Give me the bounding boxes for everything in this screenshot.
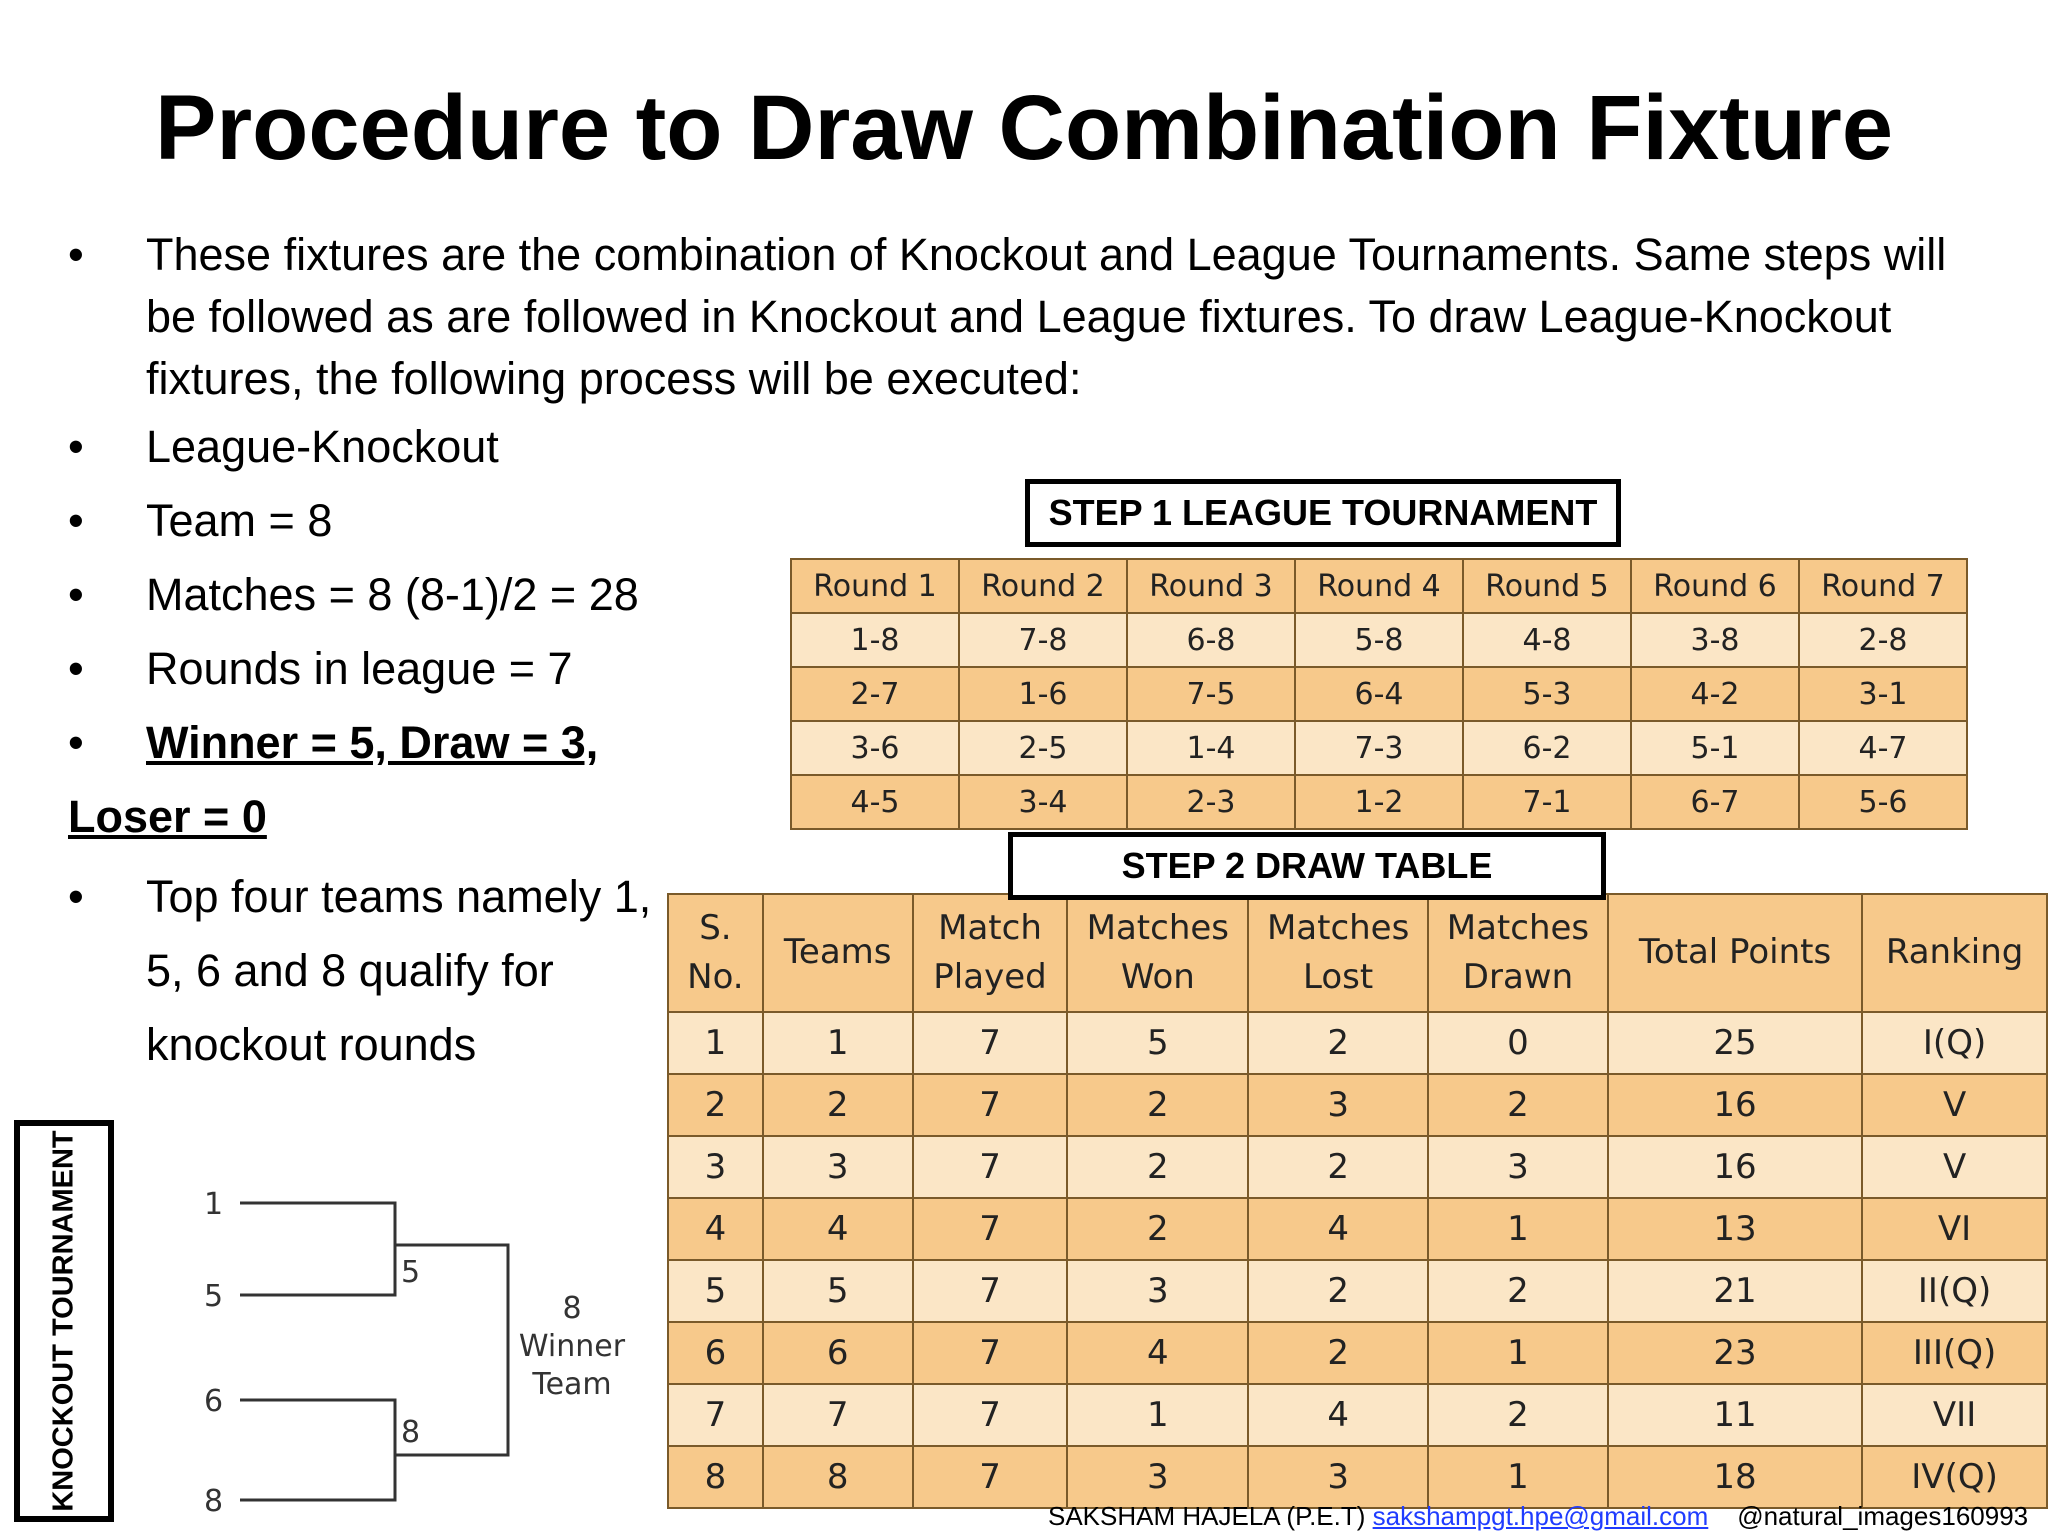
table-cell: 6-7 bbox=[1631, 775, 1799, 829]
draw-header: Matches Drawn bbox=[1428, 894, 1608, 1012]
draw-header: Matches Won bbox=[1067, 894, 1248, 1012]
table-cell: 4-7 bbox=[1799, 721, 1967, 775]
table-row bbox=[791, 613, 1967, 667]
table-cell: 3 bbox=[1248, 1074, 1428, 1136]
draw-header-row bbox=[668, 894, 2047, 1012]
table-cell: 2 bbox=[1067, 1198, 1248, 1260]
table-cell: 8 bbox=[668, 1446, 763, 1508]
table-cell: 16 bbox=[1608, 1074, 1862, 1136]
league-header: Round 3 bbox=[1127, 559, 1295, 613]
table-row bbox=[668, 1446, 2047, 1508]
table-cell: 4 bbox=[763, 1198, 913, 1260]
table-cell: 4-5 bbox=[791, 775, 959, 829]
table-cell: 7 bbox=[913, 1198, 1068, 1260]
table-cell: 5-6 bbox=[1799, 775, 1967, 829]
winner-text: Winner bbox=[518, 1329, 626, 1364]
table-cell: 3 bbox=[1067, 1260, 1248, 1322]
final-winner-label: 8 bbox=[562, 1291, 582, 1326]
draw-header: Match Played bbox=[913, 894, 1068, 1012]
footer bbox=[1048, 1501, 2028, 1532]
draw-header: Ranking bbox=[1862, 894, 2047, 1012]
table-cell: 2 bbox=[763, 1074, 913, 1136]
table-cell: 4-8 bbox=[1463, 613, 1631, 667]
table-cell: 1 bbox=[1067, 1384, 1248, 1446]
league-header: Round 7 bbox=[1799, 559, 1967, 613]
league-table bbox=[790, 558, 1968, 830]
seed-label: 6 bbox=[204, 1384, 224, 1419]
table-cell: 7 bbox=[913, 1074, 1068, 1136]
table-cell: 5-1 bbox=[1631, 721, 1799, 775]
table-cell: 21 bbox=[1608, 1260, 1862, 1322]
table-cell: 2 bbox=[1067, 1074, 1248, 1136]
seed-label: 8 bbox=[204, 1484, 224, 1519]
table-cell: 7 bbox=[913, 1322, 1068, 1384]
table-cell: 5-3 bbox=[1463, 667, 1631, 721]
table-cell: 11 bbox=[1608, 1384, 1862, 1446]
table-cell: I(Q) bbox=[1862, 1012, 2047, 1074]
table-cell: 6-4 bbox=[1295, 667, 1463, 721]
table-cell: 4 bbox=[1248, 1198, 1428, 1260]
table-cell: 3-4 bbox=[959, 775, 1127, 829]
table-cell: 23 bbox=[1608, 1322, 1862, 1384]
table-cell: 16 bbox=[1608, 1136, 1862, 1198]
table-cell: 4 bbox=[1248, 1384, 1428, 1446]
draw-header: Teams bbox=[763, 894, 913, 1012]
draw-header: Total Points bbox=[1608, 894, 1862, 1012]
table-cell: VI bbox=[1862, 1198, 2047, 1260]
knockout-label: KNOCKOUT TOURNAMENT bbox=[47, 1130, 80, 1512]
step1-label: STEP 1 LEAGUE TOURNAMENT bbox=[1025, 479, 1621, 547]
table-cell: 1 bbox=[763, 1012, 913, 1074]
table-cell: 2 bbox=[1428, 1260, 1608, 1322]
draw-header: S. No. bbox=[668, 894, 763, 1012]
table-cell: 7 bbox=[913, 1260, 1068, 1322]
table-cell: III(Q) bbox=[1862, 1322, 2047, 1384]
table-cell: 5 bbox=[763, 1260, 913, 1322]
table-cell: V bbox=[1862, 1136, 2047, 1198]
bullet-rounds: • Rounds in league = 7 bbox=[68, 638, 573, 700]
draw-table bbox=[667, 893, 2048, 1509]
table-cell: 13 bbox=[1608, 1198, 1862, 1260]
table-cell: 2 bbox=[1428, 1074, 1608, 1136]
table-cell: 7-3 bbox=[1295, 721, 1463, 775]
table-cell: 2 bbox=[1248, 1136, 1428, 1198]
table-row bbox=[791, 721, 1967, 775]
table-cell: 6-8 bbox=[1127, 613, 1295, 667]
table-row bbox=[668, 1322, 2047, 1384]
table-cell: 2-7 bbox=[791, 667, 959, 721]
table-cell: 8 bbox=[763, 1446, 913, 1508]
table-cell: 1 bbox=[668, 1012, 763, 1074]
league-header: Round 2 bbox=[959, 559, 1127, 613]
table-cell: 1-6 bbox=[959, 667, 1127, 721]
table-cell: 25 bbox=[1608, 1012, 1862, 1074]
table-cell: 0 bbox=[1428, 1012, 1608, 1074]
bullet-intro: • These fixtures are the combination of Knockout and League Tournaments. Same steps will be followed as are followed in Knockout and League fixtures. To draw League-Knockout fixtures, the following process will be executed: bbox=[68, 224, 1968, 410]
table-cell: 4-2 bbox=[1631, 667, 1799, 721]
table-cell: 7 bbox=[913, 1384, 1068, 1446]
table-cell: 3 bbox=[1428, 1136, 1608, 1198]
league-header: Round 6 bbox=[1631, 559, 1799, 613]
footer-email-link[interactable]: sakshampgt.hpe@gmail.com bbox=[1372, 1501, 1709, 1531]
table-cell: 3-6 bbox=[791, 721, 959, 775]
table-cell: 7 bbox=[913, 1136, 1068, 1198]
bracket-lines bbox=[240, 1203, 508, 1500]
table-cell: 2 bbox=[1428, 1384, 1608, 1446]
table-cell: 3-1 bbox=[1799, 667, 1967, 721]
table-cell: 1-4 bbox=[1127, 721, 1295, 775]
table-cell: 3 bbox=[1067, 1446, 1248, 1508]
table-row bbox=[668, 1136, 2047, 1198]
table-row bbox=[668, 1074, 2047, 1136]
table-row bbox=[668, 1198, 2047, 1260]
table-cell: 2-8 bbox=[1799, 613, 1967, 667]
table-cell: 6-2 bbox=[1463, 721, 1631, 775]
draw-header: Matches Lost bbox=[1248, 894, 1428, 1012]
table-cell: 4 bbox=[668, 1198, 763, 1260]
table-cell: 2 bbox=[1248, 1322, 1428, 1384]
table-cell: 7-5 bbox=[1127, 667, 1295, 721]
table-cell: 6 bbox=[668, 1322, 763, 1384]
league-header-row bbox=[791, 559, 1967, 613]
table-cell: 4 bbox=[1067, 1322, 1248, 1384]
bullet-top-four: • Top four teams namely 1, 5, 6 and 8 qualify for knockout rounds bbox=[68, 860, 668, 1082]
semi-winner-label: 5 bbox=[401, 1255, 421, 1290]
table-cell: 7 bbox=[913, 1446, 1068, 1508]
table-cell: 7-8 bbox=[959, 613, 1127, 667]
page-title: Procedure to Draw Combination Fixture bbox=[155, 77, 1893, 179]
table-cell: II(Q) bbox=[1862, 1260, 2047, 1322]
bullet-points-2 bbox=[68, 786, 267, 848]
table-cell: V bbox=[1862, 1074, 2047, 1136]
league-header: Round 1 bbox=[791, 559, 959, 613]
table-row bbox=[668, 1384, 2047, 1446]
table-cell: 2-5 bbox=[959, 721, 1127, 775]
table-cell: 2 bbox=[1248, 1260, 1428, 1322]
table-cell: 2 bbox=[1248, 1012, 1428, 1074]
points-text-1: Winner = 5, Draw = 3, bbox=[146, 717, 599, 768]
bullet-league-knockout: • League-Knockout bbox=[68, 416, 499, 478]
table-cell: 1 bbox=[1428, 1446, 1608, 1508]
bullet-team-count: • Team = 8 bbox=[68, 490, 332, 552]
knockout-label-box bbox=[14, 1120, 114, 1522]
table-row bbox=[791, 667, 1967, 721]
bullet-matches: • Matches = 8 (8-1)/2 = 28 bbox=[68, 564, 639, 626]
table-cell: 2 bbox=[668, 1074, 763, 1136]
semi-winner-label: 8 bbox=[401, 1415, 421, 1450]
team-text: Team bbox=[532, 1367, 612, 1402]
table-row bbox=[791, 775, 1967, 829]
seed-label: 5 bbox=[204, 1279, 224, 1314]
table-cell: 3 bbox=[668, 1136, 763, 1198]
table-cell: VII bbox=[1862, 1384, 2047, 1446]
seed-label: 1 bbox=[204, 1187, 224, 1222]
table-cell: 7 bbox=[763, 1384, 913, 1446]
table-cell: 7-1 bbox=[1463, 775, 1631, 829]
table-row bbox=[668, 1012, 2047, 1074]
table-cell: 3 bbox=[1248, 1446, 1428, 1508]
knockout-bracket bbox=[190, 1170, 650, 1520]
table-cell: 6 bbox=[763, 1322, 913, 1384]
table-cell: 5 bbox=[1067, 1012, 1248, 1074]
footer-author: SAKSHAM HAJELA (P.E.T) bbox=[1048, 1501, 1373, 1531]
table-cell: 1-8 bbox=[791, 613, 959, 667]
league-header: Round 5 bbox=[1463, 559, 1631, 613]
table-cell: 5 bbox=[668, 1260, 763, 1322]
table-cell: 18 bbox=[1608, 1446, 1862, 1508]
points-text-2: Loser = 0 bbox=[68, 791, 267, 842]
table-cell: 3-8 bbox=[1631, 613, 1799, 667]
table-cell: 1 bbox=[1428, 1322, 1608, 1384]
table-cell: 2-3 bbox=[1127, 775, 1295, 829]
table-cell: 7 bbox=[913, 1012, 1068, 1074]
bullet-points-1 bbox=[68, 712, 598, 774]
table-cell: IV(Q) bbox=[1862, 1446, 2047, 1508]
table-cell: 2 bbox=[1067, 1136, 1248, 1198]
table-cell: 5-8 bbox=[1295, 613, 1463, 667]
table-cell: 3 bbox=[763, 1136, 913, 1198]
step2-label: STEP 2 DRAW TABLE bbox=[1008, 832, 1606, 900]
footer-handle: @natural_images160993 bbox=[1737, 1501, 2029, 1531]
league-header: Round 4 bbox=[1295, 559, 1463, 613]
table-cell: 7 bbox=[668, 1384, 763, 1446]
table-cell: 1 bbox=[1428, 1198, 1608, 1260]
table-cell: 1-2 bbox=[1295, 775, 1463, 829]
table-row bbox=[668, 1260, 2047, 1322]
